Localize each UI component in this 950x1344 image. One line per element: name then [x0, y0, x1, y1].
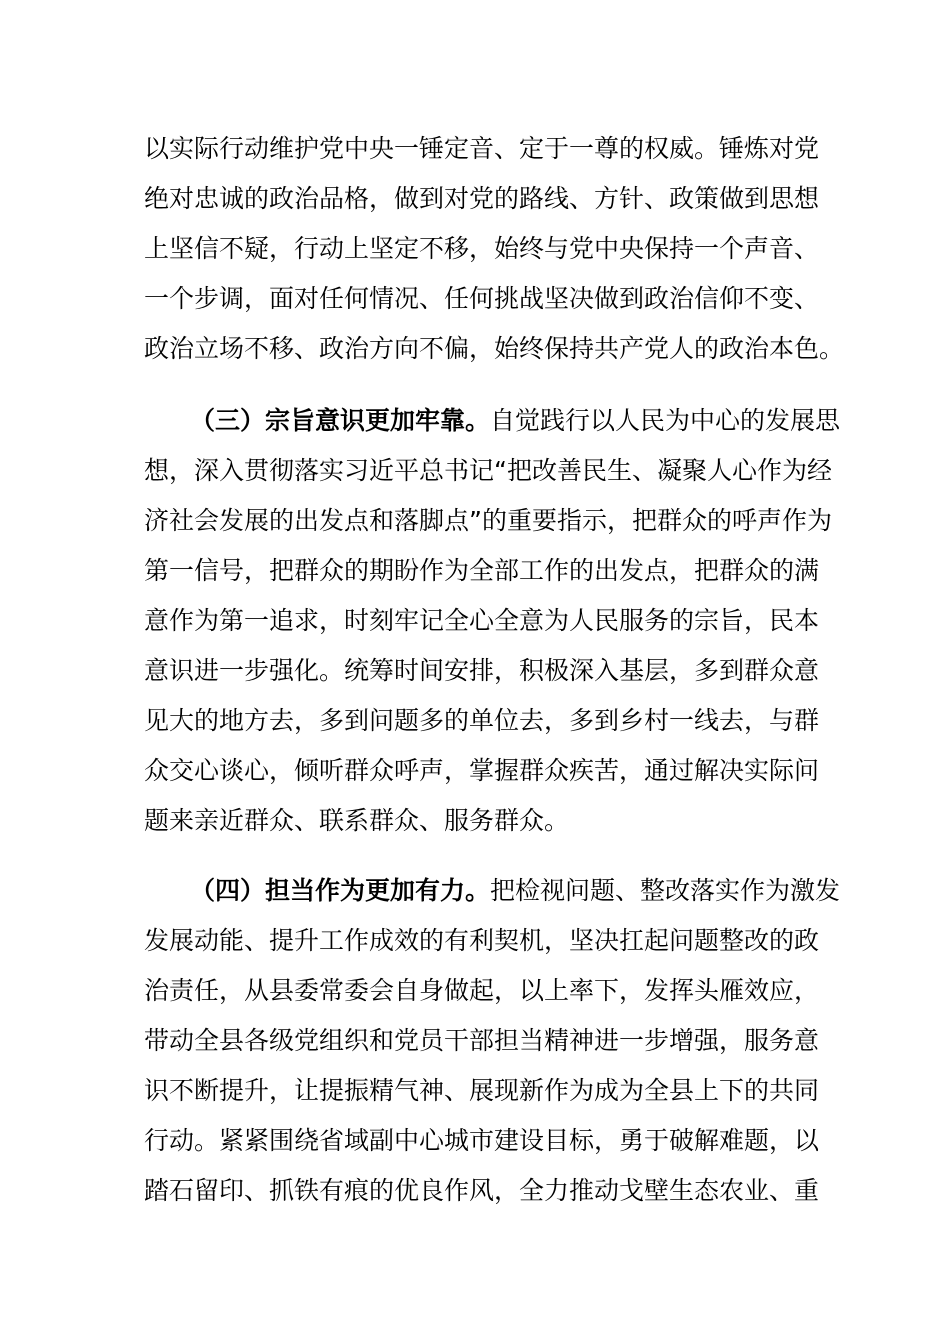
paragraph-line: 济社会发展的出发点和落脚点”的重要指示，把群众的呼声作为 [144, 506, 832, 535]
paragraph-line: 踏石留印、抓铁有痕的优良作风，全力推动戈壁生态农业、重 [144, 1176, 820, 1205]
paragraph-line: 题来亲近群众、联系群众、服务群众。 [144, 806, 570, 835]
paragraph-political-loyalty [144, 124, 845, 374]
paragraph-first-line [144, 866, 841, 916]
paragraph-line: 意作为第一追求，时刻牢记全心全意为人民服务的宗旨，民本 [144, 606, 820, 635]
paragraph-line: 意识进一步强化。统筹时间安排，积极深入基层，多到群众意 [144, 656, 820, 685]
paragraph-line: 见大的地方去，多到问题多的单位去，多到乡村一线去，与群 [144, 706, 820, 735]
paragraph-line: 带动全县各级党组织和党员干部担当精神进一步增强，服务意 [144, 1026, 820, 1055]
paragraph-responsibility [144, 866, 841, 1216]
paragraph-line: 一个步调，面对任何情况、任何挑战坚决做到政治信仰不变、 [144, 284, 820, 313]
paragraph-first-line [144, 396, 841, 446]
paragraph-line: 上坚信不疑，行动上坚定不移，始终与党中央保持一个声音、 [144, 234, 820, 263]
paragraph-line: 行动。紧紧围绕省域副中心城市建设目标，勇于破解难题，以 [144, 1126, 820, 1155]
paragraph-line: 以实际行动维护党中央一锤定音、定于一尊的权威。锤炼对党 [144, 134, 820, 163]
paragraph-first-line-text: 自觉践行以人民为中心的发展思 [490, 406, 841, 435]
section-heading-three: （三）宗旨意识更加牢靠。 [190, 406, 491, 435]
paragraph-line: 绝对忠诚的政治品格，做到对党的路线、方针、政策做到思想 [144, 184, 820, 213]
paragraph-line: 政治立场不移、政治方向不偏，始终保持共产党人的政治本色。 [144, 334, 845, 363]
section-heading-four: （四）担当作为更加有力。 [190, 876, 491, 905]
paragraph-line: 识不断提升，让提振精气神、展现新作为成为全县上下的共同 [144, 1076, 820, 1105]
paragraph-line: 第一信号，把群众的期盼作为全部工作的出发点，把群众的满 [144, 556, 820, 585]
paragraph-purpose-awareness [144, 396, 841, 846]
paragraph-line: 想，深入贯彻落实习近平总书记“把改善民生、凝聚人心作为经 [144, 456, 832, 485]
paragraph-line: 众交心谈心，倾听群众呼声，掌握群众疾苦，通过解决实际问 [144, 756, 820, 785]
paragraph-line: 治责任，从县委常委会自身做起，以上率下，发挥头雁效应， [144, 976, 820, 1005]
paragraph-first-line-text: 把检视问题、整改落实作为激发 [490, 876, 841, 905]
paragraph-line: 发展动能、提升工作成效的有利契机，坚决扛起问题整改的政 [144, 926, 820, 955]
